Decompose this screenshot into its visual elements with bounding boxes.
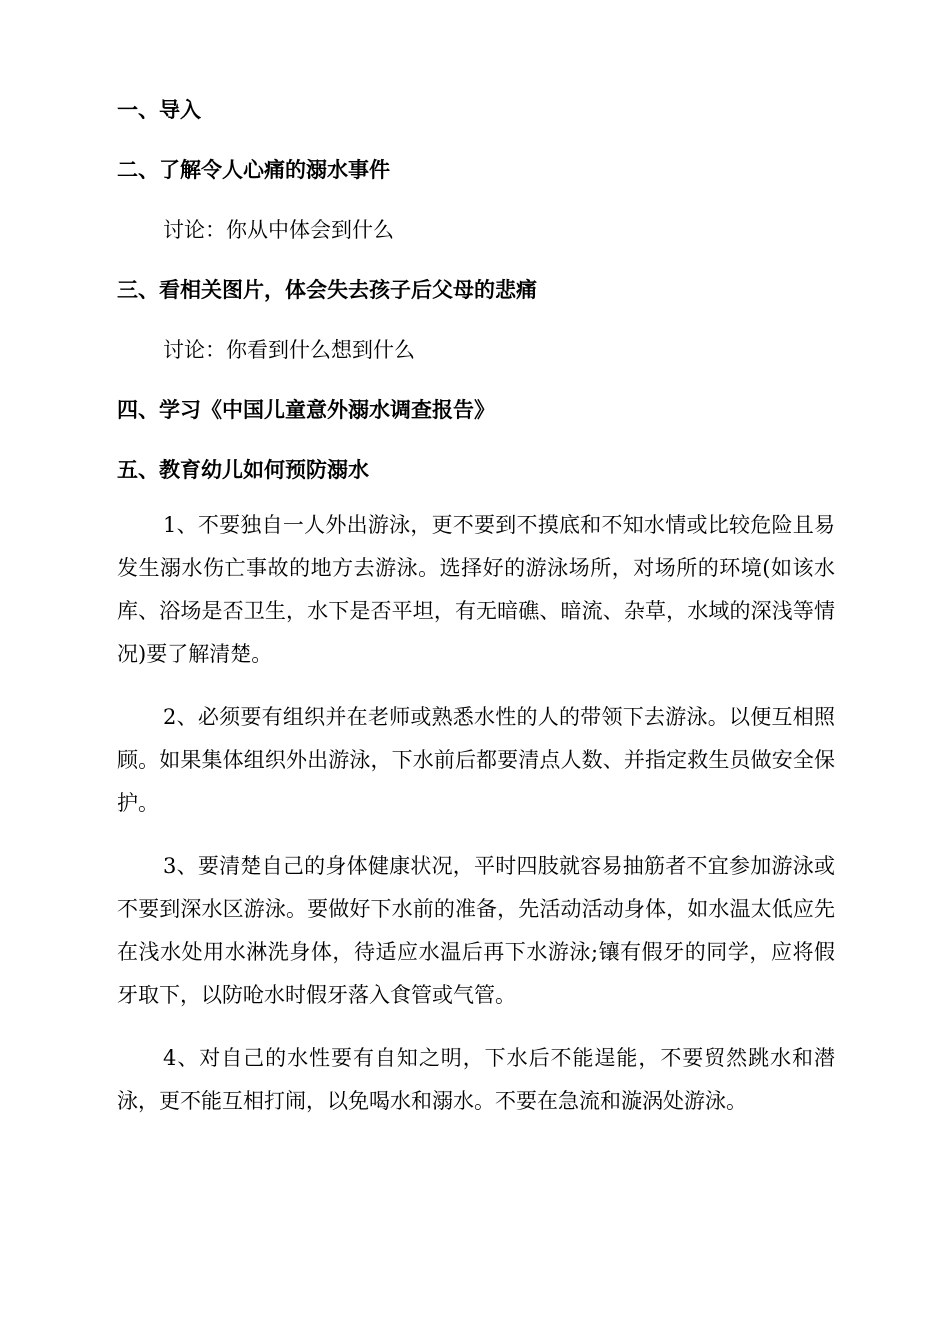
section-heading-prevention: 五、教育幼儿如何预防溺水 [117, 458, 369, 482]
spacer [117, 825, 835, 845]
spacer [117, 428, 835, 452]
spacer [117, 188, 835, 212]
discussion-prompt-2: 讨论：你看到什么想到什么 [163, 338, 415, 362]
section-heading-drowning-events: 二、了解令人心痛的溺水事件 [117, 158, 390, 182]
prevention-point-3: 3、要清楚自己的身体健康状况，平时四肢就容易抽筋者不宜参加游泳或不要到深水区游泳。要做好下水前的准备，先活动活动身体，如水温太低应先在浅水处用水淋洗身体，待适应水温后再下水游泳;镶有假牙的同学，应将假牙取下，以防呛水时假牙落入食管或气管。 [117, 854, 835, 1007]
spacer [117, 676, 835, 696]
prevention-point-1: 1、不要独自一人外出游泳，更不要到不摸底和不知水情或比较危险且易发生溺水伤亡事故的地方去游泳。选择好的游泳场所，对场所的环境(如该水库、浴场是否卫生，水下是否平坦，有无暗礁、暗流、杂草，水域的深浅等情况)要了解清楚。 [117, 513, 835, 666]
spacer [117, 368, 835, 392]
spacer [117, 488, 835, 504]
document-page [117, 92, 835, 1123]
prevention-point-4: 4、对自己的水性要有自知之明，下水后不能逞能，不要贸然跳水和潜泳，更不能互相打闹，以免喝水和溺水。不要在急流和漩涡处游泳。 [117, 1046, 835, 1113]
spacer [117, 128, 835, 152]
section-heading-intro: 一、导入 [117, 98, 201, 122]
discussion-prompt-1: 讨论：你从中体会到什么 [163, 218, 394, 242]
section-heading-pictures: 三、看相关图片，体会失去孩子后父母的悲痛 [117, 278, 537, 302]
section-heading-report: 四、学习《中国儿童意外溺水调查报告》 [117, 398, 495, 422]
spacer [117, 308, 835, 332]
prevention-point-2: 2、必须要有组织并在老师或熟悉水性的人的带领下去游泳。以便互相照顾。如果集体组织外出游泳，下水前后都要清点人数、并指定救生员做安全保护。 [117, 705, 835, 815]
spacer [117, 248, 835, 272]
spacer [117, 1017, 835, 1037]
